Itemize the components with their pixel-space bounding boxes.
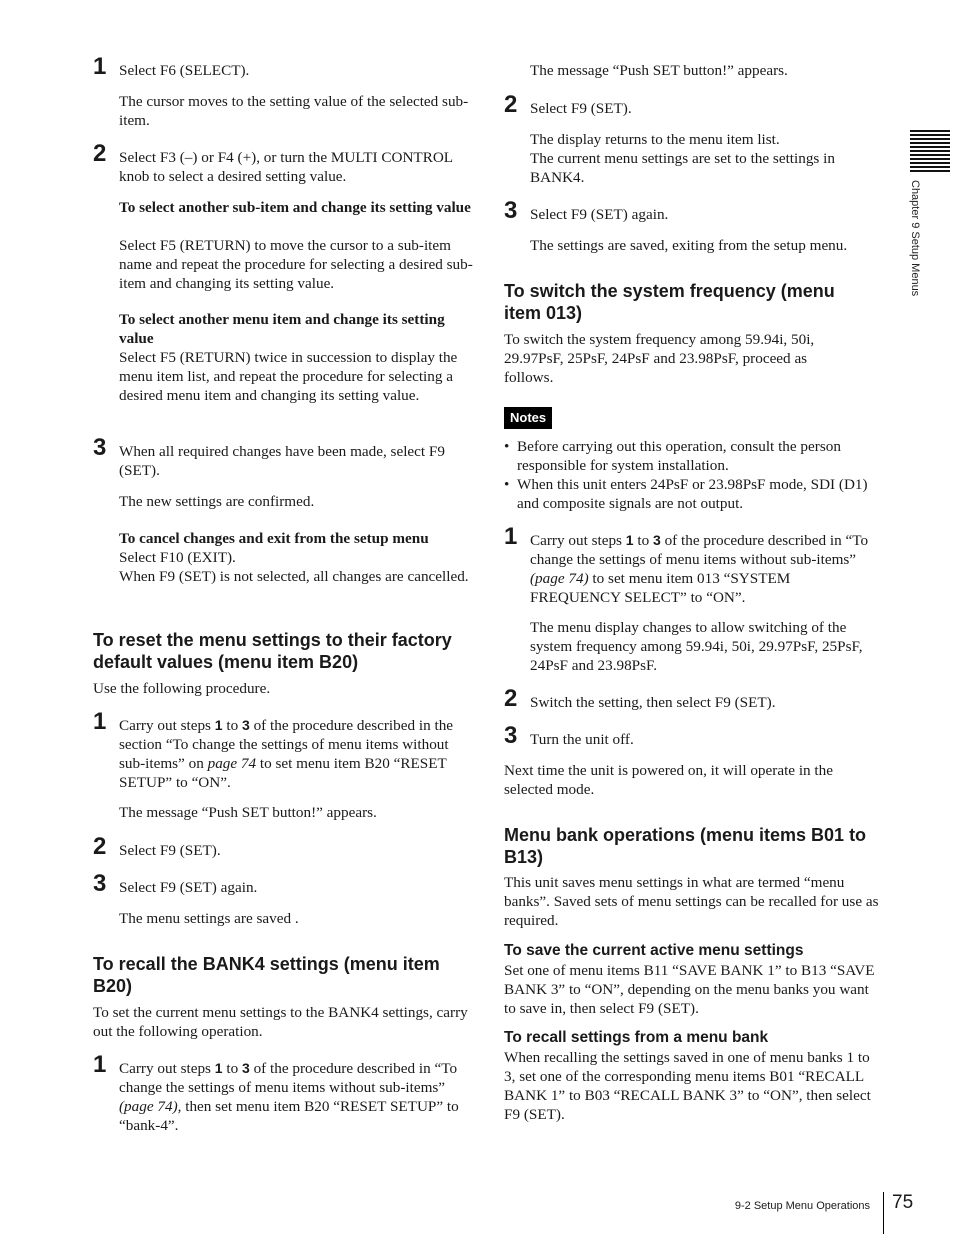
menu-item-instructions: Select F5 (RETURN) twice in succession to display the menu item list, and repeat the procedure for selecting a desired menu item and changing its setting value. xyxy=(119,349,458,404)
bank4-step-3 xyxy=(504,197,884,224)
frequency-step-2 xyxy=(504,685,884,712)
note-item: • Before carrying out this operation, consult the person responsible for system installation. xyxy=(504,437,874,475)
footer-section-title: 9-2 Setup Menu Operations xyxy=(734,1200,870,1212)
step-text: Carry out steps 1 to 3 of the procedure described in “To change the settings of menu items without sub-items” (page 74), then set menu item B20 “RESET SETUP” to “bank-4”. xyxy=(119,1060,459,1134)
frequency-step-1 xyxy=(504,523,884,607)
heading-menu-bank-operations: Menu bank operations (menu items B01 to B13) xyxy=(504,825,867,867)
left-column xyxy=(93,0,473,1235)
step-text: Select F9 (SET) again. xyxy=(530,206,669,223)
reset-step-2 xyxy=(93,833,473,860)
cancel-line-2: When F9 (SET) is not selected, all changes are cancelled. xyxy=(119,568,469,585)
step-detail-1: The display returns to the menu item list. xyxy=(530,131,780,148)
notes-list xyxy=(504,437,874,513)
step-number: 1 xyxy=(93,53,107,80)
step-text: Switch the setting, then select F9 (SET). xyxy=(530,694,776,711)
step-text: Select F9 (SET) again. xyxy=(119,879,258,896)
step-text: Select F6 (SELECT). xyxy=(119,62,250,79)
step-2-choose-value xyxy=(93,140,473,186)
frequency-step-3 xyxy=(504,722,884,749)
step-number: 3 xyxy=(504,197,518,224)
heading-reset-menu-settings: To reset the menu settings to their factory default values (menu item B20) xyxy=(93,630,452,672)
banks-intro: This unit saves menu settings in what are termed “menu banks”. Saved sets of menu settings can be recalled for use as required. xyxy=(504,874,879,929)
step-number: 1 xyxy=(93,1051,107,1078)
step-text: When all required changes have been made, select F9 (SET). xyxy=(119,443,445,479)
step-detail-2: The current menu settings are set to the settings in BANK4. xyxy=(530,150,835,186)
chapter-tab-lines xyxy=(910,130,950,174)
step-text: Select F3 (–) or F4 (+), or turn the MULTI CONTROL knob to select a desired setting value. xyxy=(119,149,453,185)
page-reference-link[interactable]: (page 74) xyxy=(119,1098,178,1115)
recall-bank4-step-1 xyxy=(93,1051,473,1135)
subitem-instructions: Select F5 (RETURN) to move the cursor to a sub-item name and repeat the procedure for selecting a desired sub-item and changing its setting value. xyxy=(119,237,473,292)
reset-step-1 xyxy=(93,708,473,792)
heading-system-frequency: To switch the system frequency (menu item 013) xyxy=(504,281,835,323)
subheading-another-subitem: To select another sub-item and change its setting value xyxy=(119,199,471,216)
chapter-tab-label: Chapter 9 Setup Menus xyxy=(909,180,921,297)
step-detail: The menu settings are saved . xyxy=(119,910,299,927)
step-detail: The new settings are confirmed. xyxy=(119,493,315,510)
notes-badge: Notes xyxy=(504,407,552,429)
step-number: 3 xyxy=(504,722,518,749)
save-settings-body: Set one of menu items B11 “SAVE BANK 1” to B13 “SAVE BANK 3” to “ON”, depending on the menu banks you want to save in, then select F9 (SET). xyxy=(504,962,875,1017)
subheading-cancel-changes: To cancel changes and exit from the setup menu xyxy=(119,530,429,547)
heading-save-settings: To save the current active menu settings xyxy=(504,942,804,959)
step-number: 1 xyxy=(93,708,107,735)
step-text: Carry out steps 1 to 3 of the procedure described in “To change the settings of menu items without sub-items” (page 74) to set menu item 013 “SYSTEM FREQUENCY SELECT” to “ON”. xyxy=(530,532,869,606)
step-number: 1 xyxy=(504,523,518,550)
right-column xyxy=(504,0,884,1235)
reset-step-3 xyxy=(93,870,473,897)
recall-bank4-intro: To set the current menu settings to the BANK4 settings, carry out the following operation. xyxy=(93,1004,468,1040)
cancel-line-1: Select F10 (EXIT). xyxy=(119,549,236,566)
step-number: 2 xyxy=(504,685,518,712)
page-reference-link[interactable]: page 74 xyxy=(207,755,257,772)
step-3-set xyxy=(93,434,473,480)
heading-recall-settings: To recall settings from a menu bank xyxy=(504,1029,769,1046)
step-number: 3 xyxy=(93,870,107,897)
recall-settings-body: When recalling the settings saved in one of menu banks 1 to 3, set one of the corresponding menu items B01 “RECALL BANK 1” to B03 “RECALL BANK 3” to “ON”, then select F9 (SET). xyxy=(504,1049,871,1123)
step-text: Select F9 (SET). xyxy=(530,100,632,117)
step-detail: The cursor moves to the setting value of the selected sub-item. xyxy=(119,93,469,129)
step-number: 2 xyxy=(93,833,107,860)
step-detail: The message “Push SET button!” appears. xyxy=(119,804,377,821)
footer-divider xyxy=(883,1192,884,1234)
reset-intro: Use the following procedure. xyxy=(93,680,271,697)
bank4-message: The message “Push SET button!” appears. xyxy=(530,62,788,79)
note-item: • When this unit enters 24PsF or 23.98PsF mode, SDI (D1) and composite signals are not output. xyxy=(504,475,874,513)
step-text: Turn the unit off. xyxy=(530,731,634,748)
step-number: 2 xyxy=(504,91,518,118)
step-1-select xyxy=(93,53,473,80)
page-reference-link[interactable]: (page 74) xyxy=(530,570,589,587)
subheading-another-menu-item: To select another menu item and change its setting value xyxy=(119,311,445,347)
step-detail: The menu display changes to allow switching of the system frequency among 59.94i, 50i, 29.97PsF, 25PsF, 24PsF and 23.98PsF. xyxy=(530,619,863,674)
heading-recall-bank4: To recall the BANK4 settings (menu item B20) xyxy=(93,954,440,996)
frequency-outro: Next time the unit is powered on, it will operate in the selected mode. xyxy=(504,762,833,798)
bank4-step-2 xyxy=(504,91,884,118)
step-number: 3 xyxy=(93,434,107,461)
step-text: Select F9 (SET). xyxy=(119,842,221,859)
step-text: Carry out steps 1 to 3 of the procedure described in the section “To change the settings of menu items without sub-items” on page 74 to set menu item B20 “RESET SETUP” to “ON”. xyxy=(119,717,454,791)
step-number: 2 xyxy=(93,140,107,167)
page-number: 75 xyxy=(892,1192,914,1213)
frequency-intro: To switch the system frequency among 59.94i, 50i, 29.97PsF, 25PsF, 24PsF and 23.98PsF, proceed as follows. xyxy=(504,331,815,386)
step-detail: The settings are saved, exiting from the setup menu. xyxy=(530,237,848,254)
